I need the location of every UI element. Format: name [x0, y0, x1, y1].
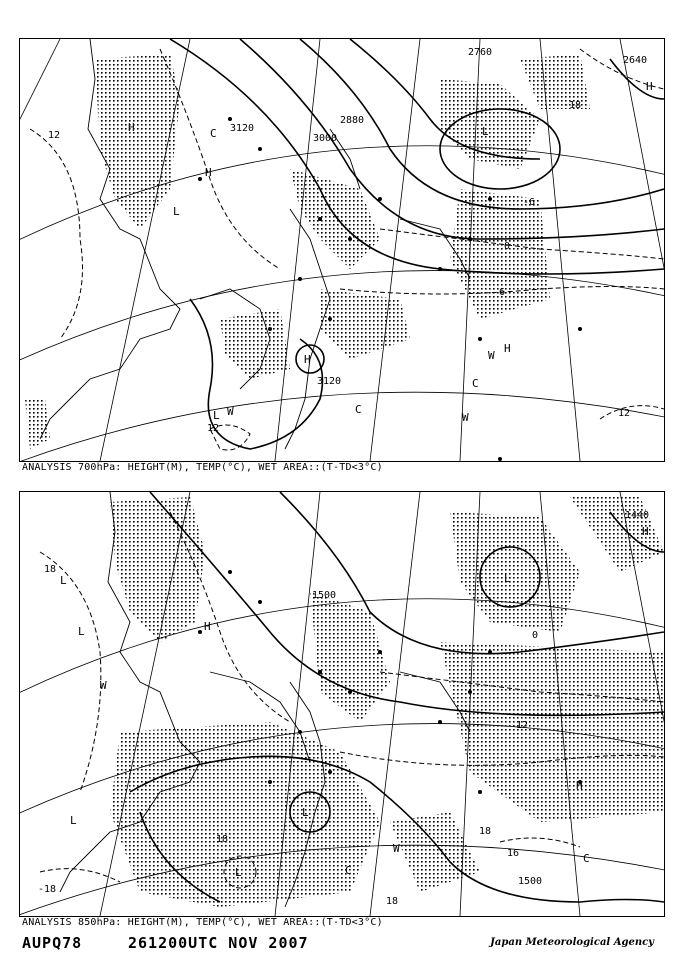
product-code: AUPQ78 — [22, 934, 83, 952]
temperature-label: 18 — [44, 564, 57, 575]
low-pressure-center: L — [173, 205, 180, 218]
temperature-label: 12 — [516, 720, 529, 731]
temperature-label: 12 — [207, 423, 220, 434]
cold-center: C — [472, 377, 479, 390]
map-700hpa-canvas — [20, 39, 664, 461]
height-label: 1500 — [312, 590, 337, 601]
agency-credit: Japan Meteorological Agency — [490, 937, 654, 948]
high-pressure-center: H — [504, 342, 511, 355]
low-pressure-center: L — [482, 125, 489, 138]
height-label: 3120 — [317, 376, 342, 387]
warm-center: W — [227, 405, 234, 418]
height-label: 3000 — [313, 133, 338, 144]
high-pressure-center: H — [205, 166, 212, 179]
height-label: 2880 — [340, 115, 365, 126]
low-pressure-center: L — [78, 625, 85, 638]
height-label: 1500 — [518, 876, 543, 887]
height-label: 3120 — [230, 123, 255, 134]
high-pressure-center: H — [128, 121, 135, 134]
map-panel-700hpa — [19, 38, 665, 462]
panel-caption-850hpa: ANALYSIS 850hPa: HEIGHT(M), TEMP(°C), WET AREA::(T-TD<3°C) — [22, 917, 383, 928]
cold-center: C — [355, 403, 362, 416]
temperature-label: 16 — [507, 848, 520, 859]
temperature-label: -18 — [563, 100, 582, 111]
temperature-label: 18 — [216, 834, 229, 845]
temperature-label: 6 — [499, 287, 506, 298]
cold-center: C — [583, 852, 590, 865]
temperature-label: -18 — [38, 884, 57, 895]
warm-center: W — [393, 842, 400, 855]
cold-center: C — [210, 127, 217, 140]
low-pressure-center: L — [235, 866, 242, 879]
low-pressure-center: L — [70, 814, 77, 827]
low-pressure-center: L — [302, 806, 309, 819]
temperature-label: 18 — [479, 826, 492, 837]
temperature-label: 18 — [386, 896, 399, 907]
temperature-label: -6 — [523, 197, 536, 208]
temperature-label: 0 — [532, 630, 539, 641]
temperature-label: 0 — [504, 241, 511, 252]
temperature-label: 12 — [618, 408, 631, 419]
low-pressure-center: L — [504, 572, 511, 585]
warm-center: W — [100, 679, 107, 692]
temperature-label: 12 — [48, 130, 61, 141]
map-850hpa-canvas — [20, 492, 664, 916]
panel-caption-700hpa: ANALYSIS 700hPa: HEIGHT(M), TEMP(°C), WET AREA::(T-TD<3°C) — [22, 462, 383, 473]
warm-center: W — [462, 411, 469, 424]
valid-time: 261200UTC NOV 2007 — [128, 934, 309, 952]
high-pressure-center: H — [204, 620, 211, 633]
warm-center: W — [488, 349, 495, 362]
height-label: 1440 — [625, 510, 650, 521]
map-panel-850hpa — [19, 491, 665, 917]
cold-center: C — [345, 864, 352, 877]
height-label: 2640 — [623, 55, 648, 66]
high-pressure-center: H — [576, 779, 583, 792]
high-pressure-center: H — [642, 525, 649, 538]
low-pressure-center: L — [60, 574, 67, 587]
height-contours — [170, 39, 664, 449]
height-label: 2760 — [468, 47, 493, 58]
high-pressure-center: H — [304, 353, 311, 366]
low-pressure-center: L — [213, 409, 220, 422]
high-pressure-center: H — [646, 80, 653, 93]
